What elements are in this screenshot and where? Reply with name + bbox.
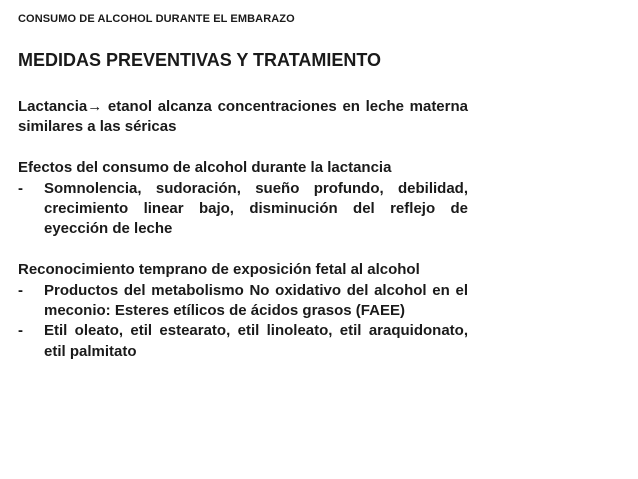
efectos-list bbox=[18, 179, 468, 240]
list-item-text: Somnolencia, sudoración, sueño profundo, debilidad, crecimiento linear bajo, disminución del reflejo de eyección de leche bbox=[44, 179, 468, 238]
slide-title: MEDIDAS PREVENTIVAS Y TRATAMIENTO bbox=[18, 50, 382, 70]
lactancia-paragraph bbox=[18, 97, 468, 138]
slide-body bbox=[18, 97, 468, 362]
reconocimiento-list bbox=[18, 281, 468, 363]
lactancia-text: etanol alcanza concentraciones en leche materna similares a las séricas bbox=[18, 98, 468, 136]
list-item-text: Etil oleato, etil estearato, etil linoleato, etil araquidonato, etil palmitato bbox=[44, 322, 468, 360]
list-item bbox=[18, 321, 468, 362]
list-item bbox=[18, 179, 468, 240]
list-item bbox=[18, 281, 468, 322]
bullet-dash: - bbox=[18, 179, 23, 197]
header-label: CONSUMO DE ALCOHOL DURANTE EL EMBARAZO bbox=[18, 13, 295, 25]
list-item-text: Productos del metabolismo No oxidativo del alcohol en el meconio: Esteres etílicos de ácidos grasos (FAEE) bbox=[44, 281, 468, 320]
bullet-dash: - bbox=[18, 281, 23, 299]
spacer bbox=[18, 240, 468, 260]
reconocimiento-heading: Reconocimiento temprano de exposición fetal al alcohol bbox=[18, 261, 420, 279]
arrow-right-icon: → bbox=[87, 98, 103, 115]
lactancia-term: Lactancia bbox=[18, 98, 88, 115]
spacer bbox=[18, 138, 468, 158]
bullet-dash: - bbox=[18, 322, 23, 340]
efectos-heading: Efectos del consumo de alcohol durante la lactancia bbox=[18, 159, 392, 177]
